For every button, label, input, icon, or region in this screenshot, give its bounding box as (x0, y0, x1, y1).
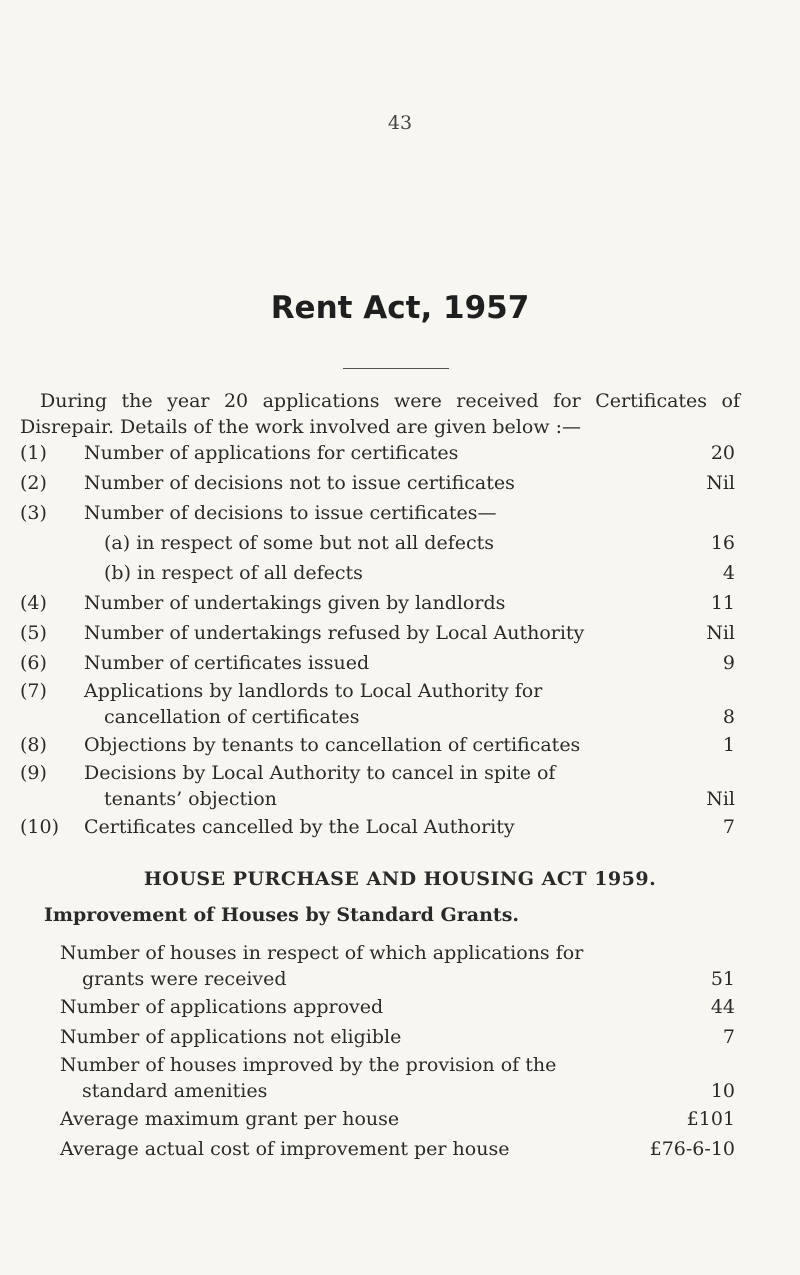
item-number: (4) (20, 592, 47, 614)
item-label-continued: cancellation of certificates (104, 706, 360, 728)
grant_items-row (60, 1134, 735, 1164)
item-value: 16 (710, 532, 735, 554)
rent_items-row (20, 588, 735, 618)
item-value: Nil (706, 788, 735, 810)
grant_items-row (60, 1022, 735, 1052)
item-value: Nil (706, 472, 735, 494)
page-number: 43 (387, 112, 413, 134)
rent_items-row (20, 498, 735, 528)
item-label: Number of undertakings given by landlords (84, 592, 506, 614)
item-label: (b) in respect of all defects (104, 562, 363, 584)
rent_items-row (20, 648, 735, 678)
item-value: 9 (722, 652, 735, 674)
item-label-continued: standard amenities (82, 1080, 268, 1102)
rent_items-row (20, 760, 735, 812)
item-number: (2) (20, 472, 47, 494)
item-label: Applications by landlords to Local Authority for (84, 680, 543, 702)
improvement-subheading: Improvement of Houses by Standard Grants. (44, 904, 519, 926)
rent_items-row (20, 618, 735, 648)
item-label: Number of houses improved by the provision of the (60, 1054, 557, 1076)
grant_items-row (60, 1052, 735, 1104)
item-number: (3) (20, 502, 47, 524)
item-value: 1 (722, 734, 735, 756)
item-number: (7) (20, 680, 47, 702)
rent_items-row (20, 678, 735, 730)
rent_items-row (20, 468, 735, 498)
item-value: 7 (722, 1026, 735, 1048)
item-value: 7 (722, 816, 735, 838)
item-value: Nil (706, 622, 735, 644)
item-label: Decisions by Local Authority to cancel in spite of (84, 762, 556, 784)
grant-list (60, 940, 735, 1164)
rent_items-row (20, 528, 735, 558)
item-number: (10) (20, 816, 60, 838)
item-label: Number of applications approved (60, 996, 384, 1018)
item-number: (6) (20, 652, 47, 674)
item-value: 10 (710, 1080, 735, 1102)
item-label: Average actual cost of improvement per house (60, 1138, 510, 1160)
item-value: 11 (710, 592, 735, 614)
item-label: Number of undertakings refused by Local Authority (84, 622, 585, 644)
item-label: Number of applications for certificates (84, 442, 459, 464)
intro-paragraph: During the year 20 applications were received for Certificates of Disrepair. Details of the work involved are given below :— (20, 390, 740, 438)
title-divider (343, 368, 449, 369)
item-value: 8 (722, 706, 735, 728)
item-label: (a) in respect of some but not all defects (104, 532, 495, 554)
rent_items-row (20, 558, 735, 588)
house-purchase-heading: HOUSE PURCHASE AND HOUSING ACT 1959. (143, 868, 657, 890)
item-value: 51 (710, 968, 735, 990)
item-label: Number of decisions to issue certificates— (84, 502, 497, 524)
item-label: Number of houses in respect of which applications for (60, 942, 584, 964)
item-label-continued: tenants’ objection (104, 788, 277, 810)
rent_items-row (20, 438, 735, 468)
item-value: £76-6-10 (649, 1138, 735, 1160)
item-number: (5) (20, 622, 47, 644)
item-value: 44 (710, 996, 735, 1018)
item-label-continued: grants were received (82, 968, 287, 990)
rent-act-list (20, 438, 735, 842)
item-label: Objections by tenants to cancellation of certificates (84, 734, 581, 756)
rent_items-row (20, 730, 735, 760)
grant_items-row (60, 1104, 735, 1134)
item-value: 20 (710, 442, 735, 464)
item-label: Average maximum grant per house (60, 1108, 400, 1130)
item-value: £101 (686, 1108, 735, 1130)
grant_items-row (60, 940, 735, 992)
rent_items-row (20, 812, 735, 842)
page-title: Rent Act, 1957 (270, 290, 530, 326)
item-label: Number of certificates issued (84, 652, 370, 674)
item-number: (8) (20, 734, 47, 756)
grant_items-row (60, 992, 735, 1022)
item-number: (1) (20, 442, 47, 464)
item-label: Number of decisions not to issue certificates (84, 472, 515, 494)
item-number: (9) (20, 762, 47, 784)
item-label: Number of applications not eligible (60, 1026, 402, 1048)
item-label: Certificates cancelled by the Local Authority (84, 816, 515, 838)
item-value: 4 (722, 562, 735, 584)
